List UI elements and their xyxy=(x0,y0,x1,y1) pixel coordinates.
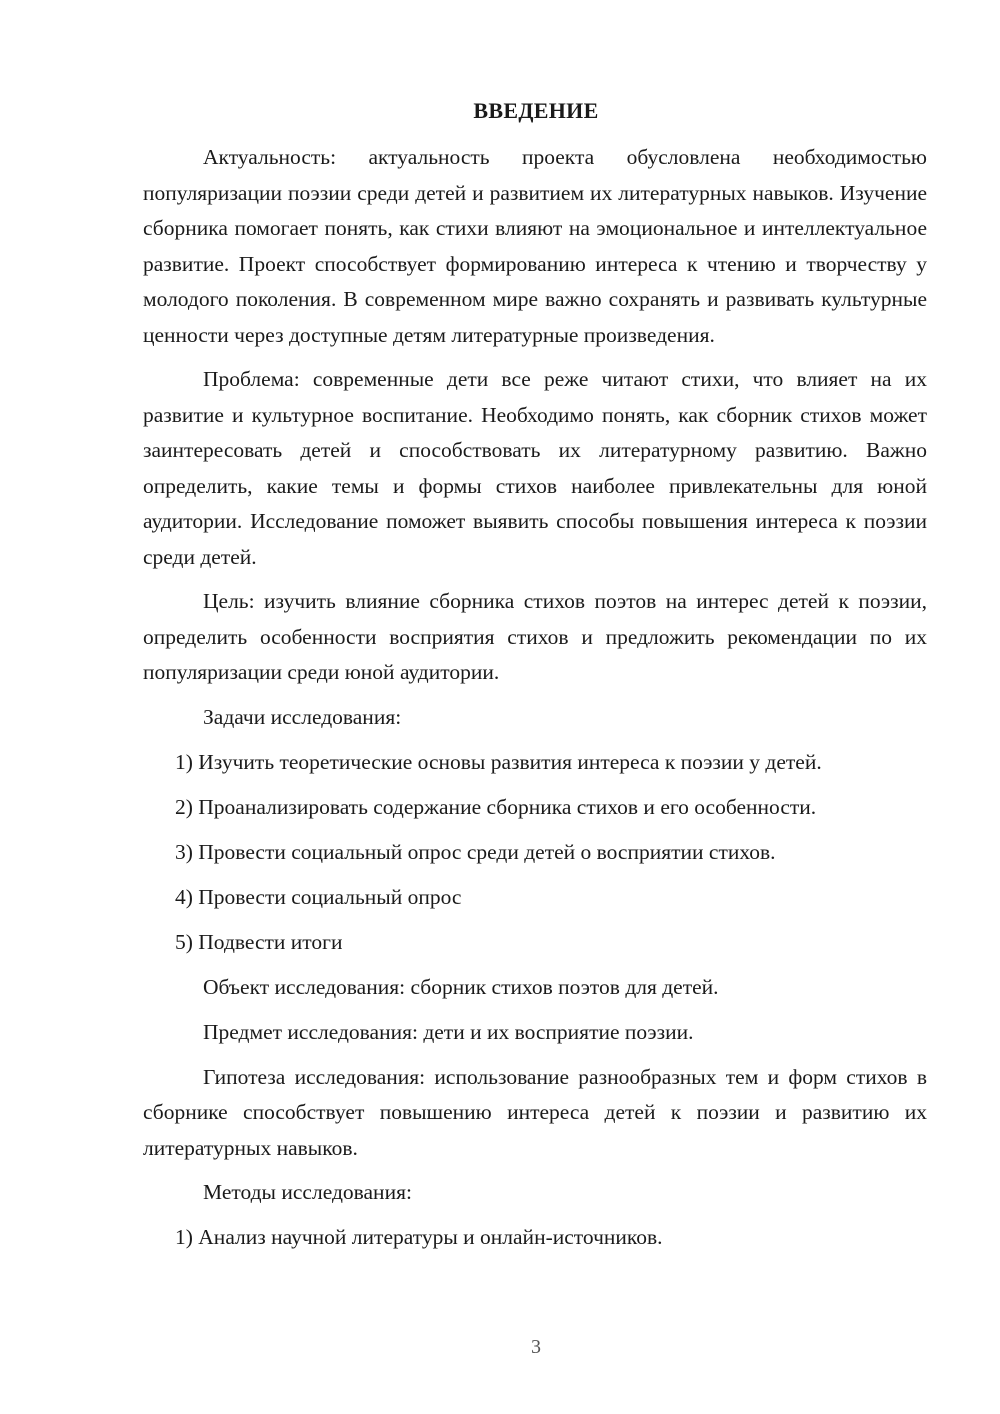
task-item-5: 5) Подвести итоги xyxy=(175,929,343,954)
methods-heading: Методы исследования: xyxy=(203,1180,412,1204)
task-item-1: 1) Изучить теоретические основы развития интереса к поэзии у детей. xyxy=(175,749,822,774)
page-number: 3 xyxy=(531,1336,541,1358)
page-title: ВВЕДЕНИЕ xyxy=(473,98,599,123)
paragraph-relevance: Актуальность: актуальность проекта обусловлена необходимостью популяризации поэзии среди детей и развитием их литературных навыков. Изучение сборника помогает понять, как стихи влияют на эмоциональное и интеллектуальное развитие. Проект способствует формированию интереса к чтению и творчеству у молодого поколения. В современном мире важно сохранять и развивать культурные ценности через доступные детям литературные произведения. xyxy=(143,145,927,347)
tasks-heading: Задачи исследования: xyxy=(203,704,402,729)
method-item-1: 1) Анализ научной литературы и онлайн-источников. xyxy=(175,1225,663,1249)
research-subject: Предмет исследования: дети и их восприятие поэзии. xyxy=(203,1019,694,1044)
task-item-2: 2) Проанализировать содержание сборника стихов и его особенности. xyxy=(175,794,817,819)
paragraph-hypothesis: Гипотеза исследования: использование разнообразных тем и форм стихов в сборнике способствует повышению интереса детей к поэзии и развитию их литературных навыков. xyxy=(143,1064,927,1160)
task-item-4: 4) Провести социальный опрос xyxy=(175,884,462,909)
research-object: Объект исследования: сборник стихов поэтов для детей. xyxy=(203,974,719,999)
paragraph-problem: Проблема: современные дети все реже читают стихи, что влияет на их развитие и культурное воспитание. Необходимо понять, как сборник стихов может заинтересовать детей и способствовать их литературному развитию. Важно определить, какие темы и формы стихов наиболее привлекательны для юной аудитории. Исследование поможет выявить способы повышения интереса к поэзии среди детей. xyxy=(143,367,927,569)
task-item-3: 3) Провести социальный опрос среди детей о восприятии стихов. xyxy=(175,839,776,864)
document-body xyxy=(143,140,927,1265)
paragraph-goal: Цель: изучить влияние сборника стихов поэтов на интерес детей к поэзии, определить особенности восприятия стихов и предложить рекомендации по их популяризации среди юной аудитории. xyxy=(143,589,927,684)
